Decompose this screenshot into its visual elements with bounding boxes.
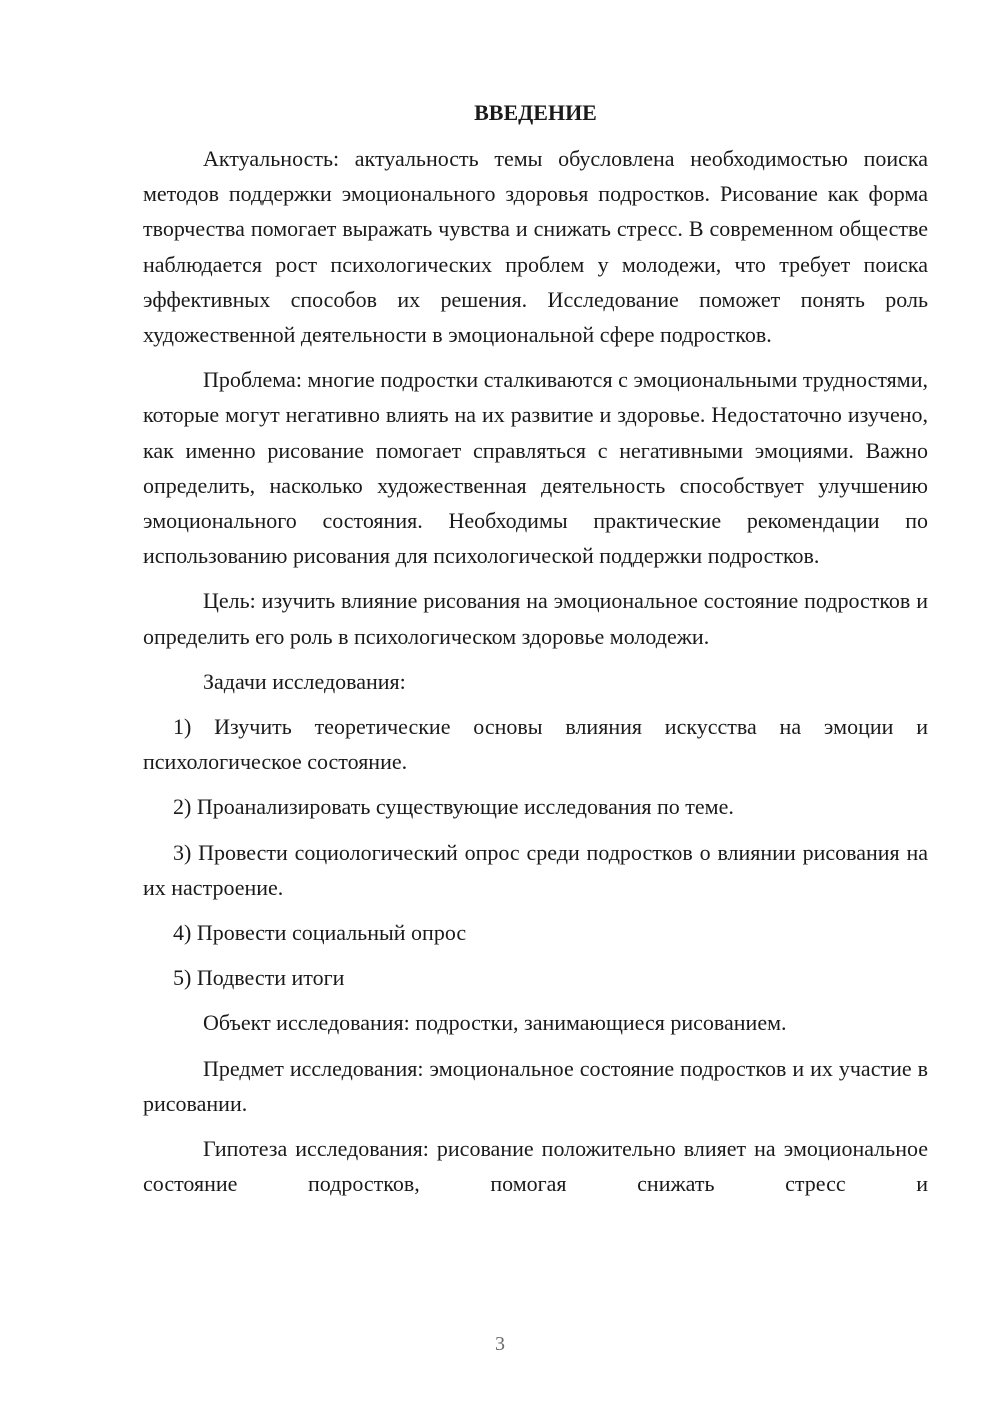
document-page	[143, 95, 928, 1211]
task-item-5: 5) Подвести итоги	[173, 965, 345, 991]
object-paragraph: Объект исследования: подростки, занимающиеся рисованием.	[203, 1010, 787, 1036]
subject-paragraph: Предмет исследования: эмоциональное состояние подростков и их участие в рисовании.	[143, 1055, 928, 1116]
tasks-heading: Задачи исследования:	[203, 668, 406, 694]
goal-paragraph: Цель: изучить влияние рисования на эмоциональное состояние подростков и определить его роль в психологическом здоровье молодежи.	[143, 588, 928, 649]
task-item-4: 4) Провести социальный опрос	[173, 920, 467, 946]
task-item-1: 1) Изучить теоретические основы влияния искусства на эмоции и психологическое состояние.	[143, 714, 928, 775]
page-number: 3	[495, 1333, 505, 1355]
relevance-paragraph: Актуальность: актуальность темы обусловлена необходимостью поиска методов поддержки эмоционального здоровья подростков. Рисование как форма творчества помогает выражать чувства и снижать стресс. В современном обществе наблюдается рост психологических проблем у молодежи, что требует поиска эффективных способов их решения. Исследование поможет понять роль художественной деятельности в эмоциональной сфере подростков.	[143, 146, 928, 348]
hypothesis-paragraph: Гипотеза исследования: рисование положительно влияет на эмоциональное состояние подростков, помогая снижать стресс и	[143, 1136, 928, 1197]
problem-paragraph: Проблема: многие подростки сталкиваются с эмоциональными трудностями, которые могут негативно влиять на их развитие и здоровье. Недостаточно изучено, как именно рисование помогает справляться с негативными эмоциями. Важно определить, насколько художественная деятельность способствует улучшению эмоционального состояния. Необходимы практические рекомендации по использованию рисования для психологической поддержки подростков.	[143, 367, 928, 569]
task-item-2: 2) Проанализировать существующие исследования по теме.	[173, 794, 734, 820]
section-heading: ВВЕДЕНИЕ	[474, 100, 597, 125]
task-item-3: 3) Провести социологический опрос среди подростков о влиянии рисования на их настроение.	[143, 839, 928, 900]
